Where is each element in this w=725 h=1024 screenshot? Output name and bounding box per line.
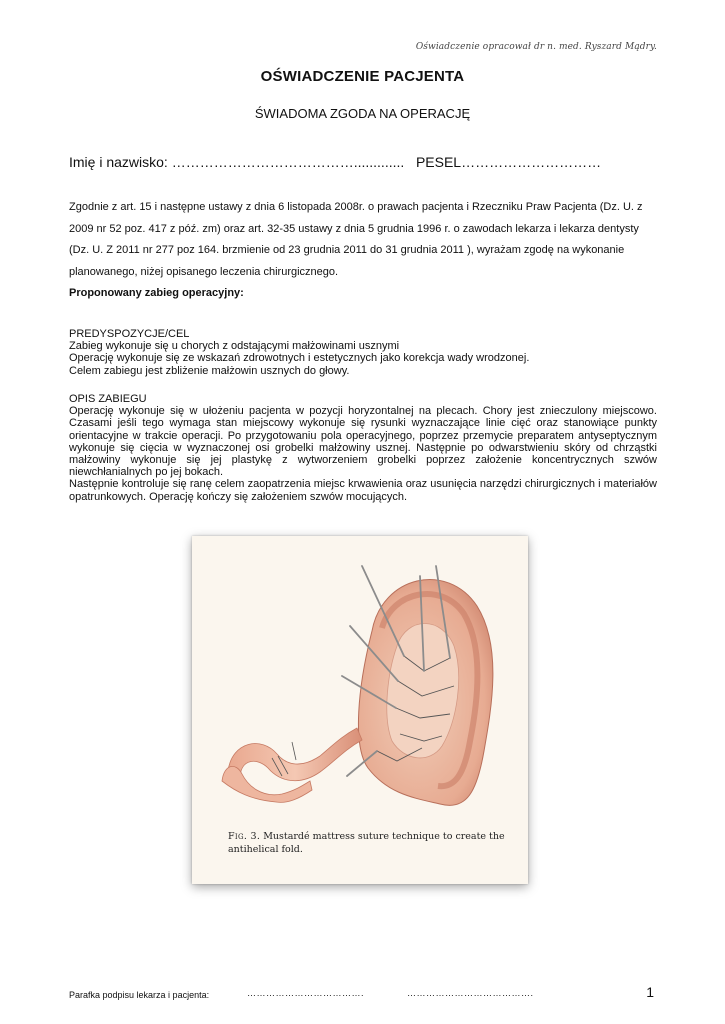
- footer-doctor-signature-line: ……………………………….: [247, 988, 365, 998]
- figure-caption-text: Mustardé mattress suture technique to create the antihelical fold.: [228, 831, 505, 855]
- section-heading: PREDYSPOZYCJE/CEL: [69, 328, 190, 340]
- legal-basis-paragraph: Zgodnie z art. 15 i następne ustawy z dnia 6 listopada 2008r. o prawach pacjenta i Rzeczniku Praw Pacjenta (Dz. U. z 2009 nr 52 poz. 417 z póź. zm) oraz art. 32-35 ustawy z dnia 5 grudnia 1996 r. o zawodach lekarza i lekarza dentysty (Dz. U. Z 2011 nr 277 poz 164. brzmienie od 23 grudnia 2011 do 31 grudnia 2011 ), wyrażam zgodę na wykonanie planowanego, niżej opisanego leczenia chirurgicznego.: [69, 201, 643, 278]
- pesel-field-label: PESEL…………………………: [415, 154, 602, 170]
- figure-caption-number: Fig. 3.: [228, 831, 261, 842]
- section-procedure-description: [69, 393, 657, 503]
- page-number: 1: [646, 984, 654, 1000]
- section-line: Operację wykonuje się ze wskazań zdrowotnych i estetycznych jako korekcja wady wrodzonej.: [69, 352, 530, 365]
- section-line: Operację wykonuje się w ułożeniu pacjenta w pozycji horyzontalnej na plecach. Chory jest znieczulony miejscowo. Czasami jeśli tego wymaga stan miejscowy wykonuje się rysunki wyznaczające linie cięć oraz stanowiące punkty orientacyjne w trakcie operacji. Po przygotowaniu pola operacyjnego, poprzez przemycie preparatem antyseptycznym wykonuje się cięcia w wyznaczonej osi grobelki małżowiny usznej. Następnie po odwarstwieniu skóry od chrząstki małżowiny wykonuje się jej plastykę z wytworzeniem grobelki poprzez założenie koncentrycznych szwów niewchłanialnych po jej bokach.: [69, 405, 657, 479]
- section-heading: OPIS ZABIEGU: [69, 393, 147, 405]
- section-predispositions: [69, 328, 657, 377]
- surgical-illustration: [192, 536, 528, 884]
- document-title: OŚWIADCZENIE PACJENTA: [260, 68, 465, 85]
- footer-initials-label: Parafka podpisu lekarza i pacjenta:: [69, 990, 210, 1000]
- patient-identity-line: [69, 154, 669, 170]
- document-subtitle: ŚWIADOMA ZGODA NA OPERACJĘ: [254, 106, 471, 121]
- figure-caption: [228, 830, 518, 856]
- section-line: Następnie kontroluje się ranę celem zaopatrzenia miejsc krwawienia oraz usunięcia narzędzi chirurgicznych i materiałów opatrunkowych. Operację kończy się założeniem szwów mocujących.: [69, 478, 657, 503]
- section-line: Zabieg wykonuje się u chorych z odstającymi małżowinami usznymi: [69, 340, 400, 353]
- proposed-procedure-heading: Proponowany zabieg operacyjny:: [69, 287, 244, 299]
- footer-patient-signature-line: ………………………………….: [407, 988, 534, 998]
- section-line: Celem zabiegu jest zbliżenie małżowin usznych do głowy.: [69, 364, 350, 377]
- author-note: Oświadczenie opracował dr n. med. Ryszard Mądry.: [415, 42, 657, 52]
- name-field-label: Imię i nazwisko: ………………………………….............: [69, 154, 405, 170]
